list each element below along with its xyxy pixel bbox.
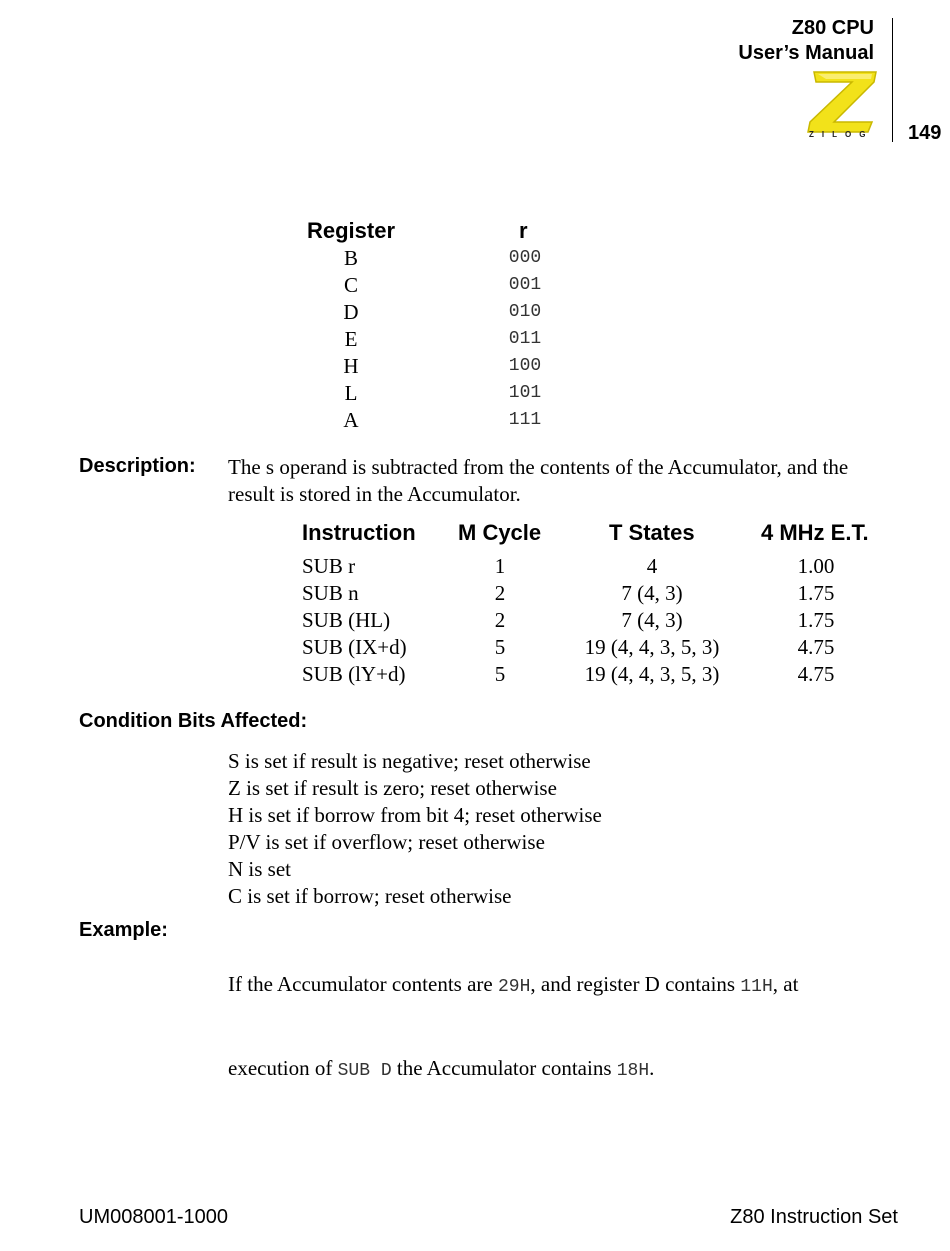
register-row [0,380,950,407]
register-code: 111 [508,410,542,430]
page-number: 149 [908,122,942,144]
example-line-2 [228,1055,898,1085]
example-text-run: , and register D contains [530,972,741,996]
condition-bit-item: Z is set if result is zero; reset otherwise [228,776,557,800]
manual-title-line1: Z80 CPU [791,17,874,39]
register-name: B [343,246,358,270]
t-states-cell: 19 (4, 4, 3, 5, 3) [584,635,720,659]
condition-bit-item: H is set if borrow from bit 4; reset otherwise [228,803,602,827]
condition-bit-item: C is set if borrow; reset otherwise [228,884,512,908]
example-code: 18H [616,1061,650,1081]
instruction-cell: SUB (HL) [302,608,391,632]
example-text-run: execution of [228,1056,338,1080]
register-row [0,326,950,353]
timing-row [0,553,950,580]
register-name: C [343,273,358,297]
manual-title-line2: User’s Manual [738,42,874,64]
et-cell: 4.75 [797,635,835,659]
register-row [0,299,950,326]
m-cycle-cell: 1 [494,554,506,578]
example-code: 11H [740,977,773,997]
document-number: UM008001-1000 [79,1206,228,1228]
t-states-cell: 19 (4, 4, 3, 5, 3) [584,662,720,686]
header-divider [892,18,893,142]
example-line-1 [228,971,898,1001]
condition-bits-label: Condition Bits Affected: [79,710,308,732]
et-column-header: 4 MHz E.T. [761,520,869,545]
et-cell: 1.75 [797,608,835,632]
register-row [0,245,950,272]
r-column-header: r [519,218,528,243]
example-code: SUB D [337,1061,392,1081]
t-states-cell: 4 [646,554,658,578]
section-name: Z80 Instruction Set [730,1206,898,1228]
m-cycle-cell: 2 [494,581,506,605]
timing-row [0,634,950,661]
register-code: 000 [508,248,542,268]
instruction-cell: SUB r [302,554,356,578]
example-code: 29H [497,977,531,997]
register-column-header: Register [307,218,396,243]
timing-row [0,661,950,688]
register-code: 010 [508,302,542,322]
t-states-cell: 7 (4, 3) [621,581,683,605]
register-name: H [343,354,359,378]
m-cycle-cell: 5 [494,635,506,659]
register-row [0,353,950,380]
m-cycle-column-header: M Cycle [458,520,542,545]
example-text-run: . [649,1056,655,1080]
register-row [0,272,950,299]
example-text-run: If the Accumulator contents are [228,972,498,996]
register-name: A [343,408,359,432]
m-cycle-cell: 5 [494,662,506,686]
register-name: L [344,381,358,405]
condition-bits-list [228,748,602,910]
m-cycle-cell: 2 [494,608,506,632]
et-cell: 4.75 [797,662,835,686]
et-cell: 1.00 [797,554,835,578]
condition-bit-item: N is set [228,857,291,881]
example-label: Example: [79,919,168,941]
instruction-cell: SUB n [302,581,359,605]
et-cell: 1.75 [797,581,835,605]
register-code: 100 [508,356,542,376]
instruction-column-header: Instruction [302,520,416,545]
register-name: D [343,300,359,324]
register-row [0,407,950,434]
timing-row [0,607,950,634]
condition-bit-item: S is set if result is negative; reset otherwise [228,749,591,773]
example-text [228,917,898,1112]
register-code: 101 [508,383,542,403]
description-text [228,454,898,508]
example-text-run: , at [772,972,799,996]
register-code: 011 [508,329,542,349]
t-states-column-header: T States [609,520,695,545]
t-states-cell: 7 (4, 3) [621,608,683,632]
condition-bit-item: P/V is set if overflow; reset otherwise [228,830,545,854]
instruction-cell: SUB (IX+d) [302,635,407,659]
timing-row [0,580,950,607]
register-code: 001 [508,275,542,295]
description-line: result is stored in the Accumulator. [228,482,521,506]
example-text-run: the Accumulator contains [391,1056,617,1080]
register-name: E [344,327,358,351]
logo-wordmark: ZILOG [809,130,874,139]
instruction-cell: SUB (lY+d) [302,662,406,686]
manual-title [738,16,874,66]
description-line: The s operand is subtracted from the contents of the Accumulator, and the [228,455,849,479]
description-label: Description: [79,455,196,477]
